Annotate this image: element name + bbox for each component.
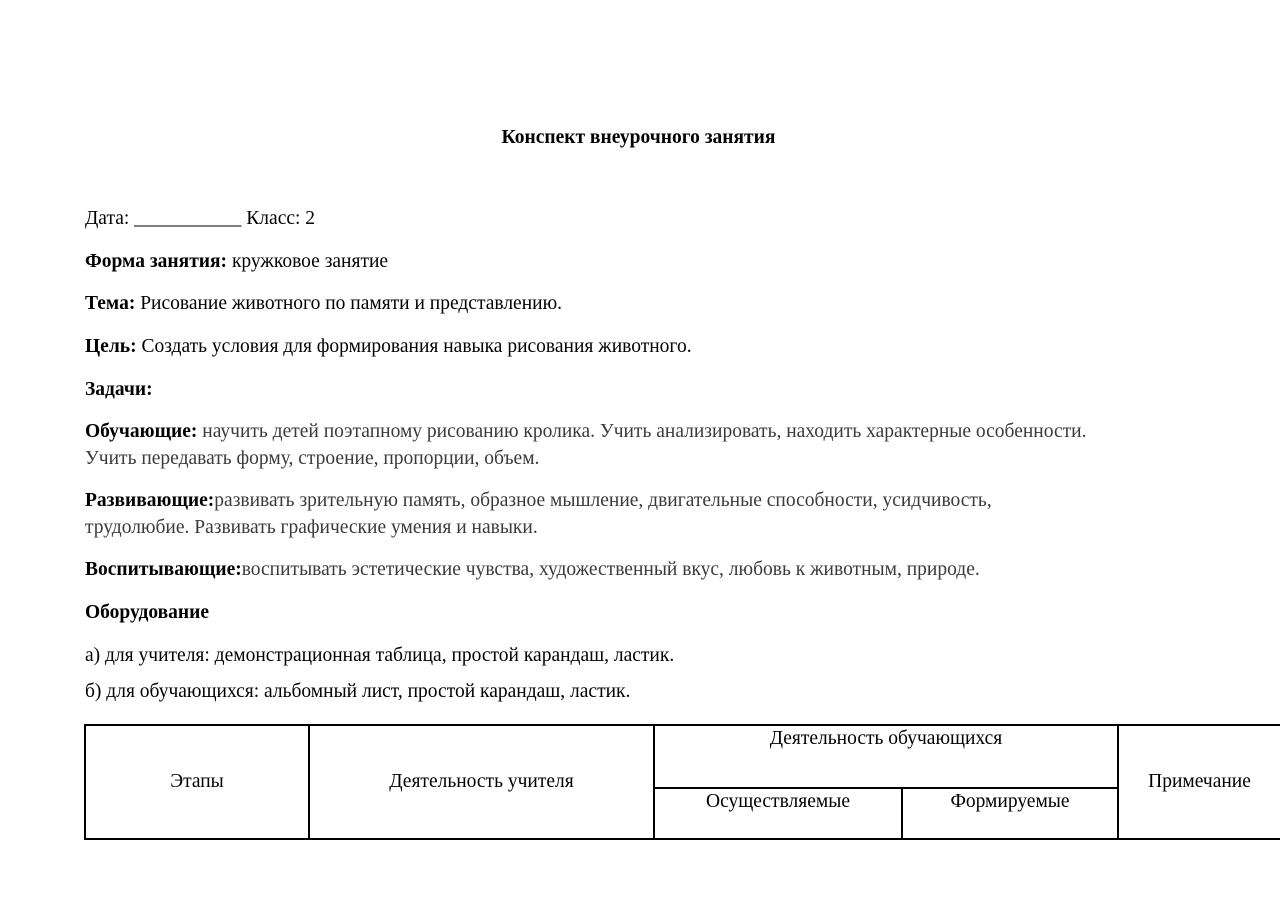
header-teacher-activity: Деятельность учителя [309, 725, 654, 839]
form-label: Форма занятия: [85, 251, 228, 272]
teaching-text-2: Учить передавать форму, строение, пропорции, объем. [85, 448, 540, 469]
class-value: 2 [305, 208, 316, 229]
header-note: Примечание [1118, 725, 1280, 839]
table-header-row [85, 725, 1280, 788]
form-value: кружковое занятие [231, 251, 389, 272]
equipment-students: б) для обучающихся: альбомный лист, простой карандаш, ластик. [85, 681, 631, 702]
equipment-teacher: а) для учителя: демонстрационная таблица, простой карандаш, ластик. [85, 645, 675, 666]
date-blank: ___________ [134, 208, 242, 229]
header-stages: Этапы [85, 725, 309, 839]
educational-text: воспитывать эстетические чувства, художественный вкус, любовь к животным, природе. [241, 559, 980, 580]
form-line [85, 248, 388, 275]
header-formed: Формируемые [902, 788, 1118, 839]
equipment-heading: Оборудование [85, 602, 210, 623]
page-title: Конспект внеурочного занятия [501, 127, 776, 148]
topic-value: Рисование животного по памяти и представлению. [140, 293, 563, 314]
header-student-activity: Деятельность обучающихся [654, 725, 1118, 788]
goal-value: Создать условия для формирования навыка рисования животного. [141, 336, 692, 357]
developing-text-1: развивать зрительную память, образное мышление, двигательные способности, усидчивость, [214, 490, 992, 511]
educational-line [85, 556, 980, 583]
teaching-label: Обучающие: [85, 421, 198, 442]
educational-label: Воспитывающие: [85, 559, 242, 580]
topic-line [85, 290, 562, 317]
header-performed: Осуществляемые [654, 788, 902, 839]
teaching-text-1: научить детей поэтапному рисованию кролика. Учить анализировать, находить характерные особенности. [202, 421, 1087, 442]
teaching-line-1 [85, 418, 1086, 445]
developing-label: Развивающие: [85, 490, 215, 511]
goal-label: Цель: [85, 336, 137, 357]
goal-line [85, 333, 692, 360]
developing-line-1 [85, 487, 992, 514]
developing-text-2: трудолюбие. Развивать графические умения и навыки. [85, 517, 538, 538]
lesson-plan-table [84, 724, 1280, 840]
class-label: Класс: [246, 208, 301, 229]
date-line [85, 205, 315, 232]
date-label: Дата: [85, 208, 130, 229]
topic-label: Тема: [85, 293, 136, 314]
tasks-heading: Задачи: [85, 379, 153, 400]
